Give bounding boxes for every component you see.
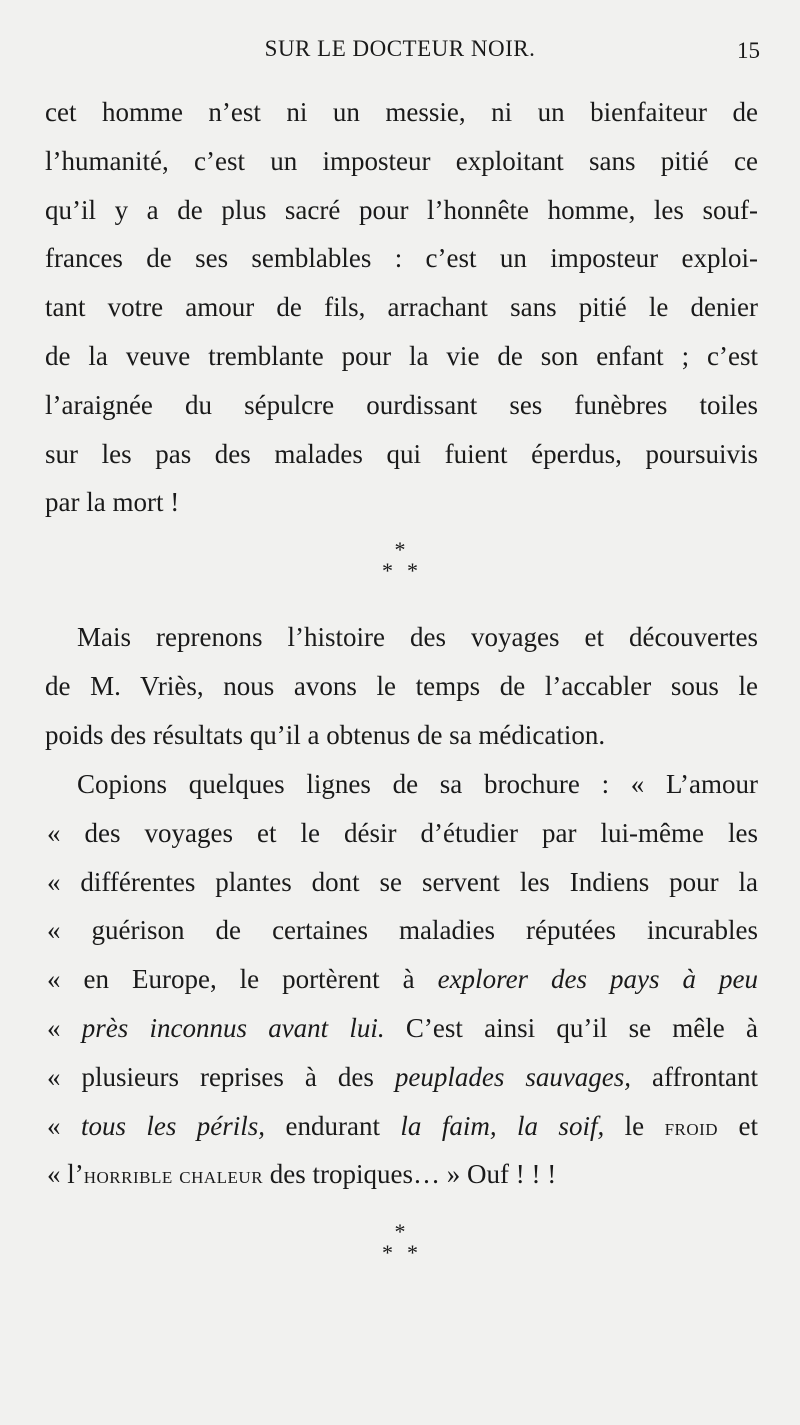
text-line bbox=[45, 1150, 758, 1199]
page-header bbox=[0, 36, 800, 70]
text-run: « bbox=[47, 1110, 81, 1141]
text-line: « des voyages et le désir d’étudier par lui-même les bbox=[47, 817, 758, 848]
running-title: SUR LE DOCTEUR NOIR. bbox=[264, 36, 536, 61]
paragraph-3 bbox=[45, 760, 758, 1199]
text-run: « plusieurs reprises à des bbox=[47, 1061, 395, 1092]
italic-run: peuplades sauvages, bbox=[394, 1061, 632, 1092]
text-line: sur les pas des malades qui fuient éperdus, poursuivis bbox=[45, 438, 758, 469]
text-run: affrontant bbox=[631, 1061, 759, 1092]
text-line: tant votre amour de fils, arrachant sans pitié le denier bbox=[45, 292, 758, 323]
text-line: de M. Vriès, nous avons le temps de l’accabler sous le bbox=[45, 670, 758, 701]
page-number: 15 bbox=[737, 38, 760, 63]
paragraph-2 bbox=[45, 613, 758, 759]
text-run: des tropiques… » Ouf ! ! ! bbox=[263, 1159, 557, 1190]
text-line: l’araignée du sépulcre ourdissant ses funèbres toiles bbox=[45, 389, 758, 420]
text-line: cet homme n’est ni un messie, ni un bienfaiteur de bbox=[45, 97, 758, 127]
text-line bbox=[45, 1004, 758, 1053]
text-line: l’humanité, c’est un imposteur exploitant sans pitié ce bbox=[45, 145, 758, 176]
text-line bbox=[45, 1053, 758, 1102]
text-run: « en Europe, le portèrent à bbox=[47, 964, 438, 995]
asterism-separator bbox=[0, 1219, 800, 1265]
italic-run: la faim, la soif, bbox=[400, 1110, 605, 1141]
text-run: « l’ bbox=[47, 1159, 84, 1190]
text-run: le bbox=[604, 1110, 665, 1141]
asterism-bottom: ** bbox=[382, 1240, 432, 1265]
text-line: « différentes plantes dont se servent les Indiens pour la bbox=[47, 866, 758, 897]
text-line: de la veuve tremblante pour la vie de son enfant ; c’est bbox=[45, 340, 758, 371]
italic-run: explorer des pays à peu bbox=[437, 964, 759, 995]
text-line: frances de ses semblables : c’est un imposteur exploi- bbox=[45, 243, 758, 274]
text-run: et bbox=[718, 1110, 758, 1141]
italic-run: tous les périls, bbox=[80, 1110, 266, 1141]
italic-run: près inconnus avant lui. bbox=[81, 1012, 385, 1043]
smallcaps-run: horrible chaleur bbox=[83, 1163, 264, 1190]
asterism-separator bbox=[0, 537, 800, 583]
text-run: C’est ainsi qu’il se mêle à bbox=[384, 1012, 758, 1043]
text-run: endurant bbox=[265, 1110, 401, 1141]
text-line: poids des résultats qu’il a obtenus de sa médication. bbox=[45, 719, 606, 750]
text-run: « bbox=[47, 1012, 82, 1043]
text-line: Mais reprenons l’histoire des voyages et découvertes bbox=[77, 622, 758, 652]
asterism-bottom: ** bbox=[382, 558, 432, 583]
asterism-top: * bbox=[394, 1219, 406, 1244]
paragraph-1 bbox=[45, 88, 758, 527]
asterism-top: * bbox=[394, 537, 406, 562]
text-line bbox=[45, 1102, 758, 1151]
text-line: par la mort ! bbox=[45, 487, 180, 518]
text-line bbox=[45, 955, 758, 1004]
text-line: qu’il y a de plus sacré pour l’honnête homme, les souf- bbox=[45, 194, 758, 225]
smallcaps-run: froid bbox=[664, 1114, 719, 1141]
text-line: Copions quelques lignes de sa brochure : « L’amour bbox=[77, 769, 758, 799]
text-line: « guérison de certaines maladies réputées incurables bbox=[47, 915, 758, 946]
